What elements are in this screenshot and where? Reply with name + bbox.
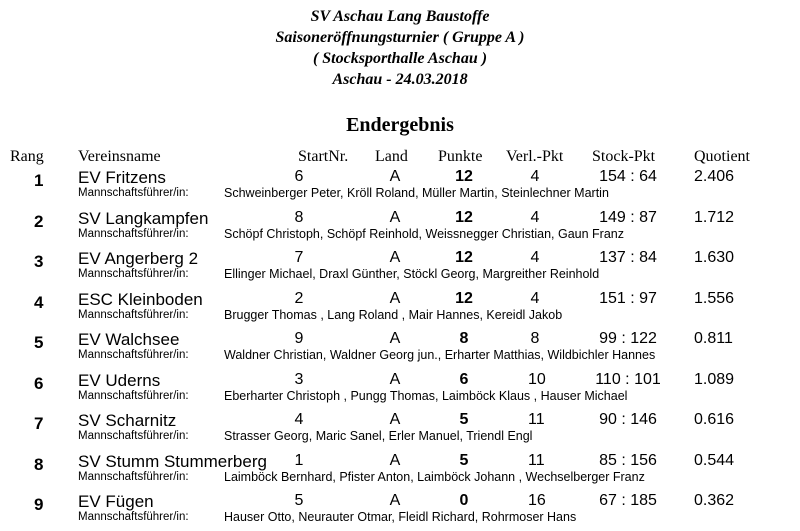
cell-rank: 9: [34, 495, 44, 514]
cell-quotient: 0.544: [694, 451, 735, 469]
tournament-name: Saisoneröffnungsturnier ( Gruppe A ): [275, 29, 525, 46]
captain-label: Mannschaftsführer/in:: [78, 187, 189, 199]
cell-team: EV Walchsee: [78, 330, 180, 349]
cell-lost: 11: [528, 411, 545, 428]
team-players: Brugger Thomas , Lang Roland , Mair Hannes, Kereidl Jakob: [224, 307, 563, 322]
cell-rank: 7: [34, 414, 44, 433]
cell-start: 1: [294, 451, 304, 469]
captain-label: Mannschaftsführer/in:: [78, 511, 189, 523]
cell-lost: 11: [528, 451, 545, 469]
table-row: [0, 284, 800, 324]
team-players: Hauser Otto, Neurauter Otmar, Fleidl Richard, Rohrmoser Hans: [224, 510, 577, 524]
table-row: [0, 405, 800, 445]
cell-quotient: 0.811: [694, 330, 733, 347]
table-row: [0, 486, 800, 526]
cell-quotient: 1.556: [694, 289, 735, 307]
cell-rank: 1: [34, 171, 44, 190]
cell-points: 12: [455, 208, 473, 226]
cell-rank: 4: [34, 292, 44, 312]
captain-label: Mannschaftsführer/in:: [78, 308, 189, 321]
table-row: [0, 203, 800, 243]
cell-team: EV Angerberg 2: [78, 249, 199, 268]
captain-label: Mannschaftsführer/in:: [78, 349, 189, 361]
captain-label: Mannschaftsführer/in:: [78, 268, 189, 280]
team-players: Schöpf Christoph, Schöpf Reinhold, Weissnegger Christian, Gaun Franz: [224, 226, 624, 241]
cell-land: A: [389, 411, 401, 428]
col-points: Punkte: [438, 148, 483, 165]
cell-stock: 110 : 101: [595, 370, 661, 388]
cell-quotient: 1.630: [694, 249, 735, 266]
cell-stock: 151 : 97: [599, 289, 657, 307]
col-rank: Rang: [10, 148, 44, 165]
cell-lost: 4: [530, 208, 540, 226]
cell-team: EV Fügen: [78, 492, 154, 511]
organizer-title: SV Aschau Lang Baustoffe: [310, 8, 490, 25]
col-club: Vereinsname: [78, 148, 161, 165]
team-players: Strasser Georg, Maric Sanel, Erler Manuel, Triendl Engl: [224, 429, 533, 443]
cell-stock: 90 : 146: [599, 411, 657, 428]
cell-start: 9: [294, 330, 304, 347]
cell-team: SV Stumm Stummerberg: [78, 451, 267, 471]
cell-lost: 4: [530, 168, 540, 185]
cell-lost: 4: [530, 289, 540, 307]
cell-stock: 149 : 87: [599, 208, 657, 226]
cell-stock: 137 : 84: [599, 249, 657, 266]
cell-points: 5: [459, 451, 469, 469]
cell-land: A: [389, 168, 401, 185]
cell-start: 6: [294, 168, 304, 185]
cell-quotient: 0.362: [694, 492, 735, 509]
cell-quotient: 1.712: [694, 208, 735, 226]
cell-points: 8: [459, 330, 469, 347]
cell-land: A: [389, 370, 401, 388]
table-row: [0, 243, 800, 283]
cell-quotient: 0.616: [694, 411, 735, 428]
col-lost: Verl.-Pkt: [506, 148, 564, 165]
col-start: StartNr.: [298, 148, 349, 165]
cell-team: EV Uderns: [78, 370, 161, 390]
cell-rank: 3: [34, 252, 44, 271]
team-players: Waldner Christian, Waldner Georg jun., Erharter Matthias, Wildbichler Hannes: [224, 348, 656, 362]
cell-team: SV Langkampfen: [78, 208, 209, 228]
cell-land: A: [389, 208, 401, 226]
cell-team: ESC Kleinboden: [78, 289, 203, 309]
cell-rank: 8: [34, 454, 44, 474]
cell-start: 5: [294, 492, 304, 509]
cell-stock: 85 : 156: [599, 451, 657, 469]
place-date: Aschau - 24.03.2018: [332, 71, 468, 88]
cell-start: 8: [294, 208, 304, 226]
cell-stock: 67 : 185: [599, 492, 657, 509]
cell-points: 12: [455, 289, 473, 307]
table-row: [0, 324, 800, 364]
cell-points: 12: [455, 168, 473, 185]
captain-label: Mannschaftsführer/in:: [78, 389, 189, 402]
col-country: Land: [375, 148, 408, 165]
cell-lost: 4: [530, 249, 540, 266]
table-row: [0, 162, 800, 202]
cell-team: SV Scharnitz: [78, 411, 177, 430]
cell-quotient: 1.089: [694, 370, 735, 388]
result-title: Endergebnis: [346, 114, 454, 136]
table-row: [0, 365, 800, 405]
team-players: Eberharter Christoph , Pungg Thomas, Laimböck Klaus , Hauser Michael: [224, 388, 628, 403]
team-players: Laimböck Bernhard, Pfister Anton, Laimböck Johann , Wechselberger Franz: [224, 469, 645, 484]
cell-start: 3: [294, 370, 304, 388]
captain-label: Mannschaftsführer/in:: [78, 430, 189, 442]
col-quotient: Quotient: [694, 148, 750, 165]
cell-stock: 99 : 122: [599, 330, 657, 347]
team-players: Schweinberger Peter, Kröll Roland, Müller Martin, Steinlechner Martin: [224, 186, 609, 200]
cell-points: 5: [459, 411, 469, 428]
cell-start: 7: [294, 249, 304, 266]
cell-land: A: [389, 249, 401, 266]
cell-start: 2: [294, 289, 304, 307]
cell-land: A: [389, 289, 401, 307]
cell-stock: 154 : 64: [599, 168, 657, 185]
captain-label: Mannschaftsführer/in:: [78, 227, 189, 240]
cell-points: 0: [459, 492, 469, 509]
cell-land: A: [389, 492, 401, 509]
cell-lost: 16: [528, 492, 546, 509]
cell-rank: 2: [34, 211, 44, 231]
table-row: [0, 446, 800, 486]
cell-start: 4: [294, 411, 304, 428]
venue: ( Stocksporthalle Aschau ): [312, 50, 488, 67]
cell-quotient: 2.406: [694, 168, 735, 185]
team-players: Ellinger Michael, Draxl Günther, Stöckl Georg, Margreither Reinhold: [224, 267, 600, 281]
cell-rank: 5: [34, 333, 44, 352]
cell-lost: 8: [530, 330, 540, 347]
cell-points: 6: [459, 370, 469, 388]
cell-land: A: [389, 451, 401, 469]
cell-rank: 6: [34, 373, 44, 393]
col-stock: Stock-Pkt: [592, 148, 656, 165]
tournament-header: [0, 6, 800, 90]
cell-points: 12: [455, 249, 473, 266]
cell-lost: 10: [528, 370, 546, 388]
cell-land: A: [389, 330, 401, 347]
captain-label: Mannschaftsführer/in:: [78, 470, 189, 483]
cell-team: EV Fritzens: [78, 168, 166, 187]
